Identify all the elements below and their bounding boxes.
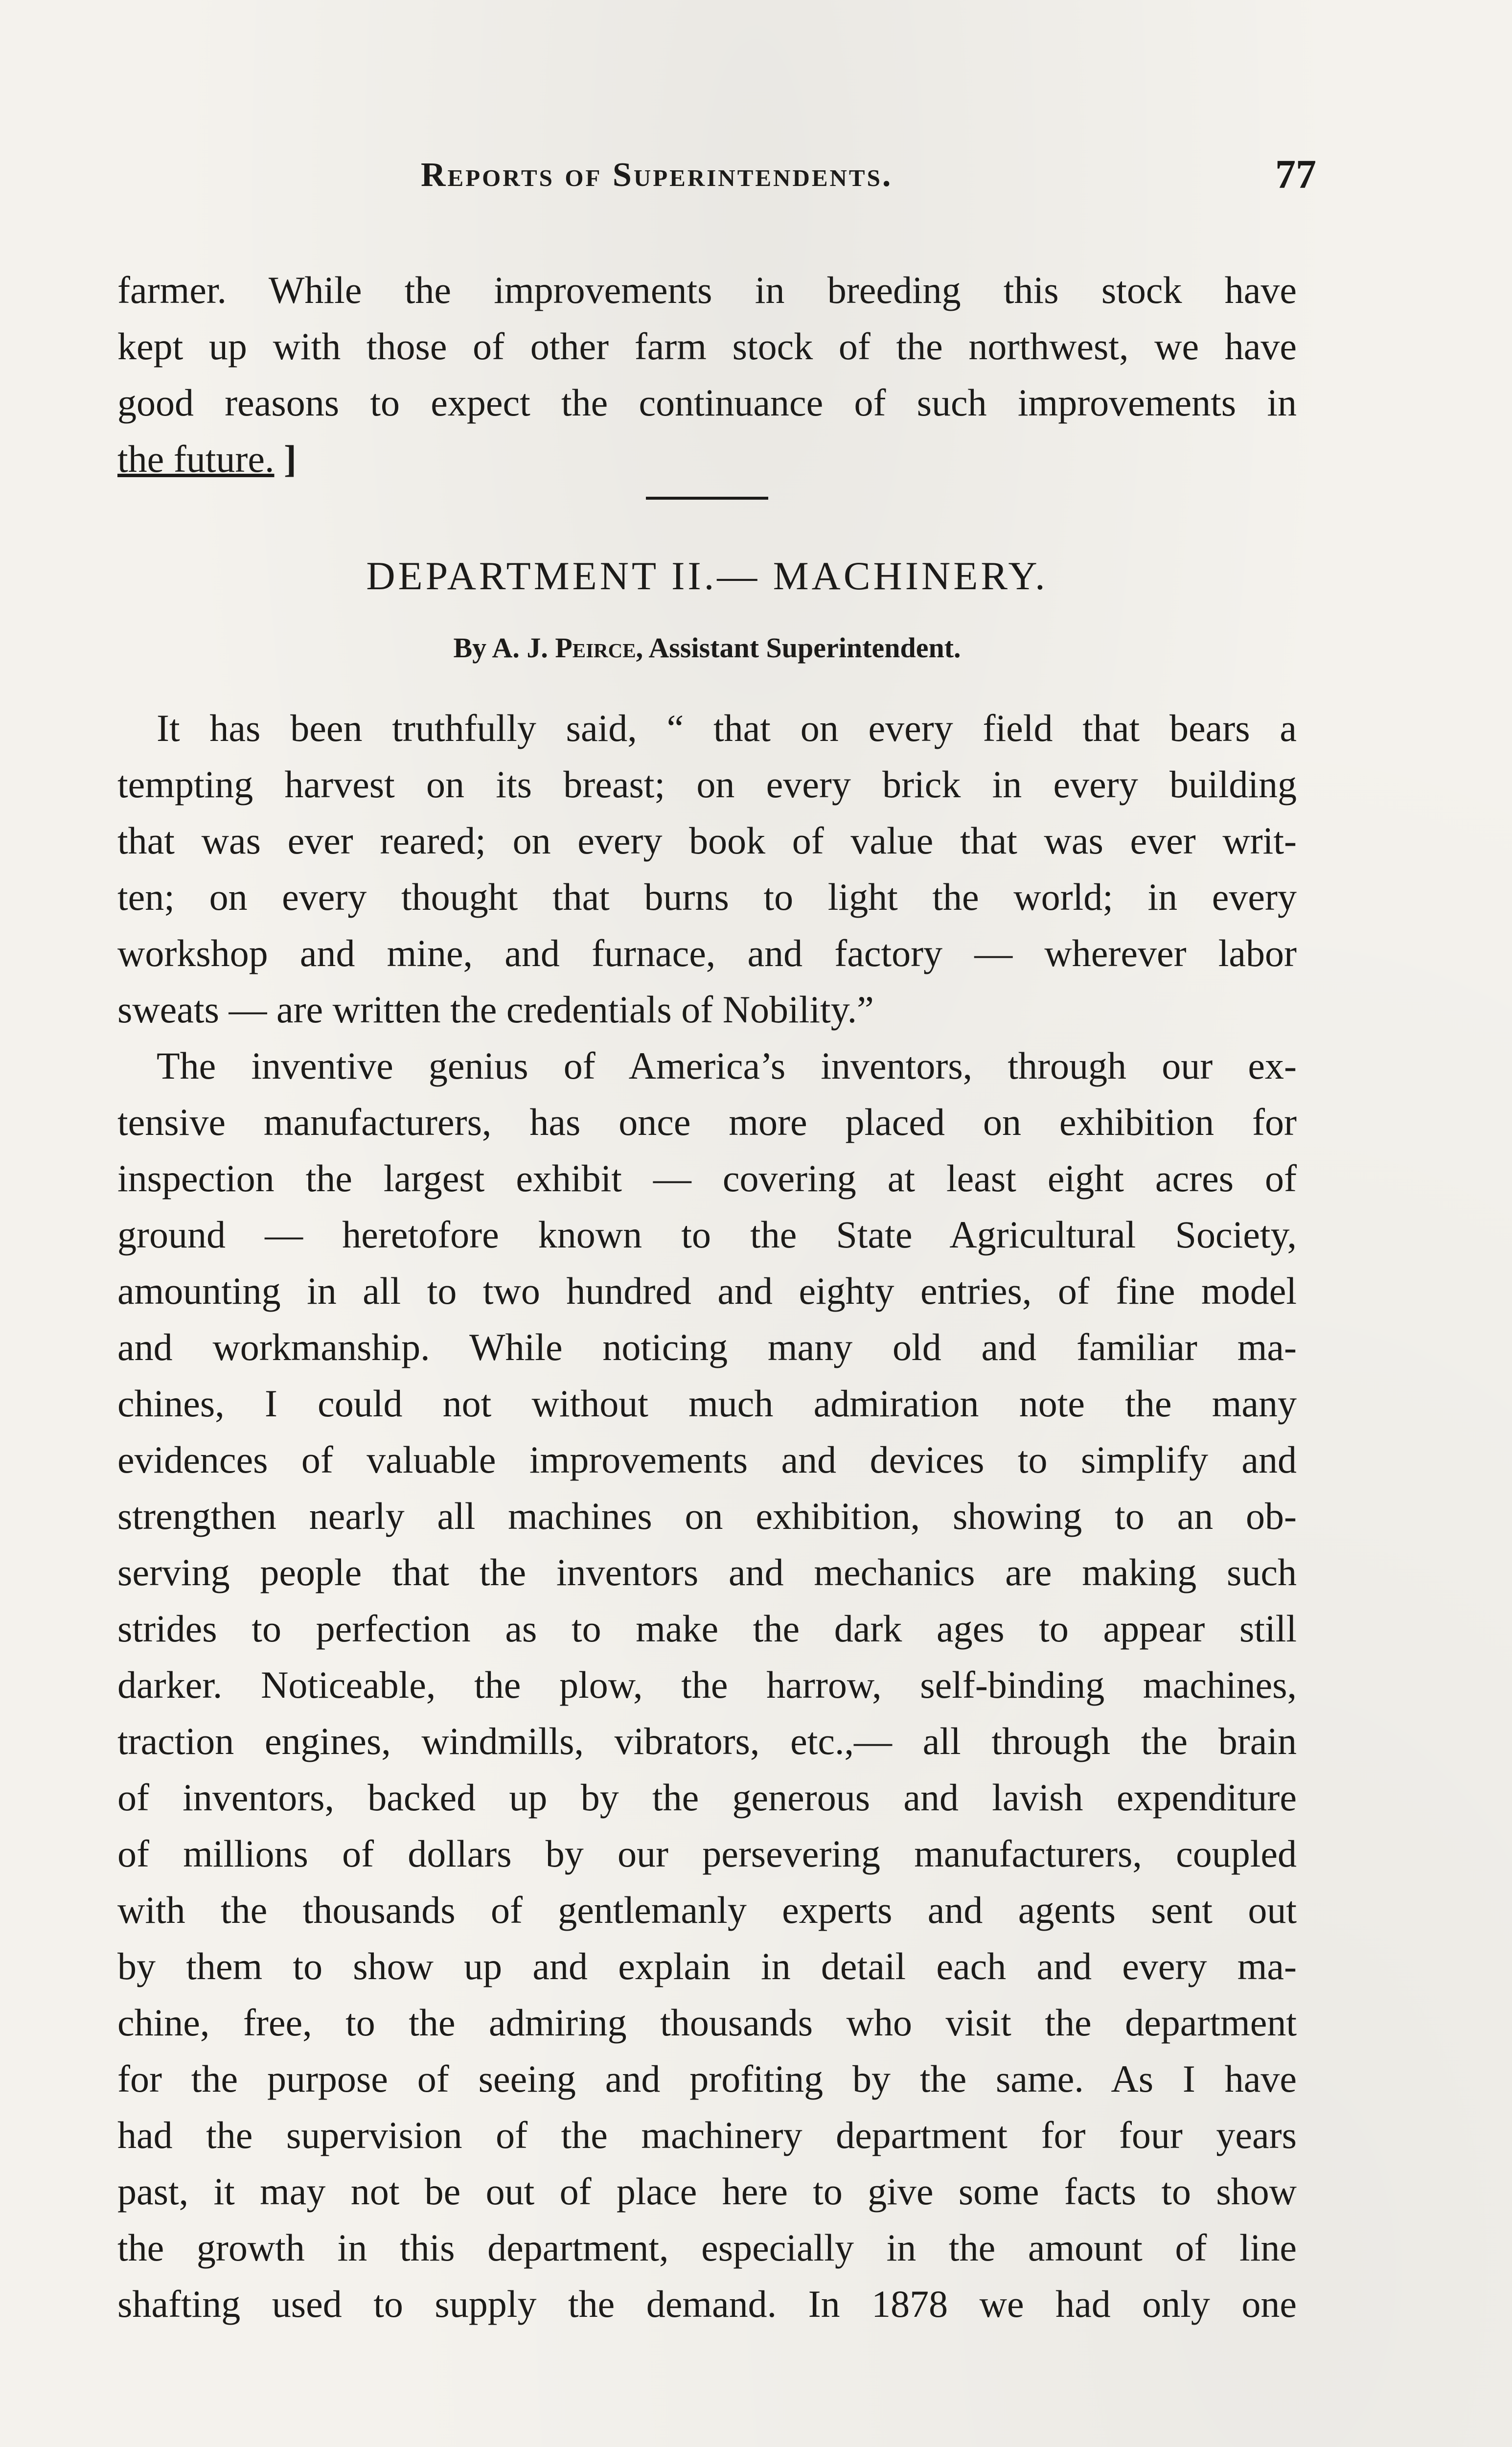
page-header [117,152,1316,214]
byline-suffix: , Assistant Superintendent. [636,632,961,664]
byline-name: Peirce [555,632,636,664]
paragraph-1 [117,700,1297,1038]
text-line: past, it may not be out of place here to give some facts to show [117,2170,1297,2213]
handwritten-bracket-mark: ] [284,438,297,480]
text-line: chine, free, to the admiring thousands who visit the department [117,2001,1297,2044]
text-line: workshop and mine, and furnace, and factory — wherever labor [117,932,1297,974]
text-line: of inventors, backed up by the generous and lavish expenditure [117,1776,1297,1819]
text-line: chines, I could not without much admiration note the many [117,1382,1297,1425]
text-line: tempting harvest on its breast; on every brick in every building [117,763,1297,806]
text-line: traction engines, windmills, vibrators, etc.,— all through the brain [117,1720,1297,1762]
page-number: 77 [1275,152,1316,197]
section-title: DEPARTMENT II.— MACHINERY. [366,554,1048,598]
text-line: the future. [117,438,275,480]
paragraph-2 [117,1038,1297,2332]
text-line: It has been truthfully said, “ that on every field that bears a [157,707,1297,749]
text-line: sweats — are written the credentials of Nobility.” [117,988,874,1031]
text-line: serving people that the inventors and mechanics are making such [117,1551,1297,1593]
text-line: shafting used to supply the demand. In 1878 we had only one [117,2283,1297,2325]
text-line: farmer. While the improvements in breeding this stock have [117,269,1297,311]
top-paragraph [117,262,1297,487]
byline-prefix: By A. J. [453,632,548,664]
text-line: tensive manufacturers, has once more placed on exhibition for [117,1101,1297,1143]
text-line: of millions of dollars by our persevering manufacturers, coupled [117,1832,1297,1875]
text-line: by them to show up and explain in detail each and every ma- [117,1945,1297,1987]
text-line: with the thousands of gentlemanly experts and agents sent out [117,1889,1297,1931]
section-divider [646,497,768,500]
text-line: strengthen nearly all machines on exhibition, showing to an ob- [117,1495,1297,1537]
text-line: that was ever reared; on every book of value that was ever writ- [117,819,1297,862]
text-line: good reasons to expect the continuance of such improvements in [117,381,1297,424]
text-line: evidences of valuable improvements and devices to simplify and [117,1438,1297,1481]
text-line: amounting in all to two hundred and eighty entries, of fine model [117,1270,1297,1312]
running-head: Reports of Superintendents. [421,156,893,194]
text-line: had the supervision of the machinery department for four years [117,2114,1297,2156]
text-line: ground — heretofore known to the State Agricultural Society, [117,1213,1297,1256]
text-line: The inventive genius of America’s inventors, through our ex- [157,1044,1297,1087]
text-line: and workmanship. While noticing many old and familiar ma- [117,1326,1297,1368]
text-line: ten; on every thought that burns to light the world; in every [117,876,1297,918]
text-line: darker. Noticeable, the plow, the harrow, self-binding machines, [117,1663,1297,1706]
text-line: the growth in this department, especially in the amount of line [117,2226,1297,2269]
text-line: for the purpose of seeing and profiting by the same. As I have [117,2057,1297,2100]
text-line-final [117,431,1297,487]
text-line: strides to perfection as to make the dark ages to appear still [117,1607,1297,1650]
text-line: inspection the largest exhibit — covering at least eight acres of [117,1157,1297,1200]
text-line: kept up with those of other farm stock of the northwest, we have [117,325,1297,368]
byline [117,631,1297,664]
